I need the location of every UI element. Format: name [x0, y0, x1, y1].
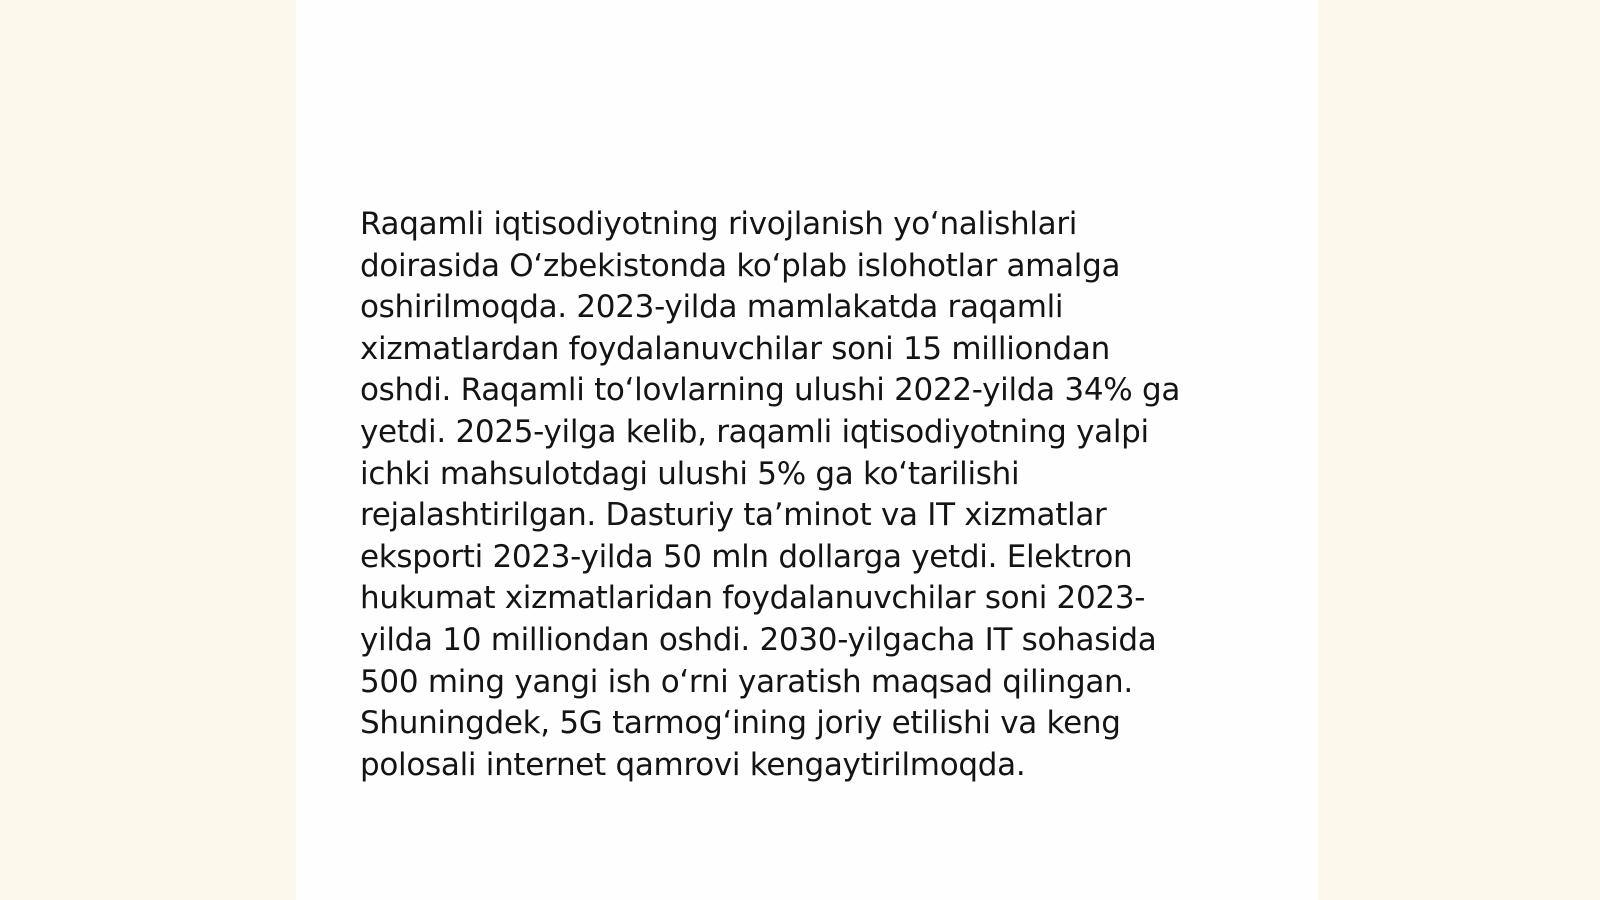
- paragraph-line: ichki mahsulotdagi ulushi 5% ga ko‘tarilishi: [360, 455, 1020, 492]
- right-margin-panel: [1318, 0, 1600, 900]
- paragraph-line: yilda 10 milliondan oshdi. 2030-yilgacha IT sohasida: [360, 621, 1157, 658]
- paragraph-line: yetdi. 2025-yilga kelib, raqamli iqtisodiyotning yalpi: [360, 413, 1149, 450]
- paragraph-line: eksporti 2023-yilda 50 mln dollarga yetdi. Elektron: [360, 538, 1133, 575]
- paragraph-line: hukumat xizmatlaridan foydalanuvchilar soni 2023-: [360, 580, 1146, 617]
- paragraph-line: oshdi. Raqamli to‘lovlarning ulushi 2022-yilda 34% ga: [360, 372, 1181, 409]
- paragraph-line: xizmatlardan foydalanuvchilar soni 15 milliondan: [360, 330, 1110, 367]
- paragraph-line: Raqamli iqtisodiyotning rivojlanish yo‘nalishlari: [360, 206, 1078, 242]
- paragraph-line: 500 ming yangi ish o‘rni yaratish maqsad qilingan.: [360, 663, 1133, 700]
- left-margin-panel: [0, 0, 296, 900]
- paragraph-line: oshirilmoqda. 2023-yilda mamlakatda raqamli: [360, 289, 1064, 326]
- paragraph-line: Shuningdek, 5G tarmog‘ining joriy etilishi va keng: [360, 705, 1121, 742]
- body-paragraph: [360, 204, 1240, 786]
- paragraph-line: polosali internet qamrovi kengaytirilmoqda.: [360, 746, 1026, 783]
- paragraph-line: doirasida O‘zbekistonda ko‘plab islohotlar amalga: [360, 247, 1121, 284]
- paragraph-line: rejalashtirilgan. Dasturiy ta’minot va IT xizmatlar: [360, 497, 1107, 534]
